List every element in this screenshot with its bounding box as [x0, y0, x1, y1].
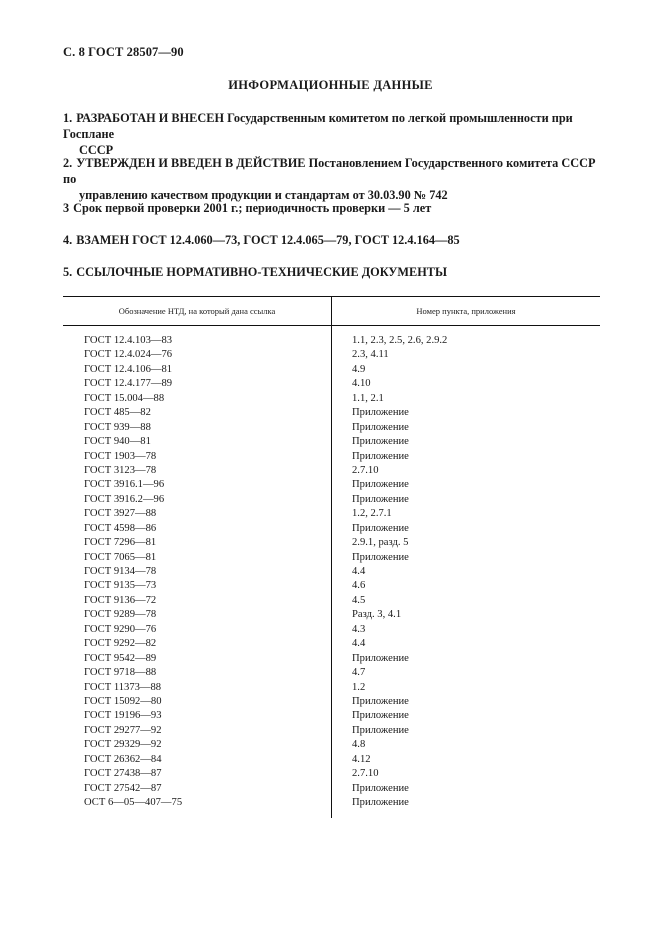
info-item-developed [63, 110, 603, 158]
item-number: 1. [63, 111, 73, 125]
table-row [63, 709, 600, 723]
table-row [63, 623, 600, 637]
document-designation: ГОСТ 15.004—88 [84, 392, 165, 404]
document-designation: ГОСТ 12.4.103—83 [84, 335, 173, 346]
document-designation: ГОСТ 940—81 [84, 436, 151, 448]
table-row [63, 507, 600, 521]
table-header-document: Обозначение НТД, на который дана ссылка [118, 306, 276, 316]
document-designation: ГОСТ 9134—78 [84, 566, 157, 577]
clause-number: 4.4 [352, 566, 366, 577]
document-designation: ГОСТ 3927—88 [84, 508, 157, 520]
clause-number: Приложение [352, 493, 409, 505]
clause-number: Приложение [352, 522, 409, 534]
table-row [63, 522, 600, 536]
clause-number: 1.2, 2.7.1 [352, 508, 392, 520]
document-designation: ГОСТ 26362—84 [84, 753, 162, 765]
document-designation: ГОСТ 29329—92 [84, 739, 162, 751]
document-designation: ГОСТ 9290—76 [84, 623, 157, 635]
document-designation: ГОСТ 12.4.177—89 [84, 378, 173, 390]
document-designation: ГОСТ 7296—81 [84, 537, 157, 549]
clause-number: 2.3, 4.11 [352, 349, 389, 361]
table-row [63, 348, 600, 362]
table-row [63, 652, 600, 666]
table-row [63, 464, 600, 478]
clause-number: Приложение [352, 450, 409, 462]
table-row [63, 363, 600, 377]
table-row [63, 796, 600, 810]
clause-number: 1.1, 2.3, 2.5, 2.6, 2.9.2 [352, 335, 448, 346]
table-row [63, 435, 600, 449]
document-designation: ГОСТ 12.4.106—81 [84, 363, 173, 375]
clause-number: 4.10 [352, 378, 371, 390]
clause-number: 4.9 [352, 363, 366, 375]
table-row [63, 594, 600, 608]
table-row [63, 767, 600, 781]
info-item-replaces [63, 232, 603, 248]
clause-number: 1.2 [352, 681, 366, 693]
document-designation: ГОСТ 4598—86 [84, 522, 157, 534]
table-body [63, 334, 600, 810]
section-title: ИНФОРМАЦИОННЫЕ ДАННЫЕ [228, 78, 433, 92]
table-row [63, 565, 600, 579]
document-designation: ОСТ 6—05—407—75 [84, 797, 183, 808]
clause-number: Приложение [352, 551, 409, 563]
document-designation: ГОСТ 939—88 [84, 421, 151, 433]
document-designation: ГОСТ 1903—78 [84, 450, 157, 462]
info-item-approved [63, 155, 603, 203]
clause-number: 4.4 [352, 638, 366, 650]
table-row [63, 666, 600, 680]
clause-number: 1.1, 2.1 [352, 392, 384, 404]
table-row [63, 724, 600, 738]
clause-number: 4.3 [352, 623, 366, 635]
document-designation: ГОСТ 7065—81 [84, 551, 157, 563]
clause-number: 4.12 [352, 753, 371, 765]
table-row [63, 421, 600, 435]
item-text-line: РАЗРАБОТАН И ВНЕСЕН Государственным комитетом по легкой промышленности при Госплане [63, 111, 573, 141]
document-designation: ГОСТ 9542—89 [84, 652, 157, 664]
item-text-line: ВЗАМЕН ГОСТ 12.4.060—73, ГОСТ 12.4.065—79, ГОСТ 12.4.164—85 [76, 233, 460, 247]
clause-number: 2.7.10 [352, 464, 379, 476]
table-row [63, 334, 600, 348]
document-designation: ГОСТ 27542—87 [84, 782, 162, 794]
table-row [63, 782, 600, 796]
table-row [63, 579, 600, 593]
clause-number: Приложение [352, 421, 409, 433]
document-designation: ГОСТ 29277—92 [84, 724, 162, 736]
table-row [63, 681, 600, 695]
clause-number: Приложение [352, 710, 409, 722]
table-row [63, 637, 600, 651]
table-row [63, 536, 600, 550]
clause-number: Приложение [352, 782, 409, 794]
table-row [63, 753, 600, 767]
info-item-review-period [63, 200, 603, 216]
item-text-line: СССР [79, 143, 114, 157]
info-item-references [63, 264, 603, 280]
reference-table [63, 296, 600, 818]
document-designation: ГОСТ 27438—87 [84, 768, 162, 780]
document-designation: ГОСТ 485—82 [84, 407, 151, 419]
item-number: 4. [63, 233, 73, 247]
clause-number: Разд. 3, 4.1 [352, 609, 402, 621]
clause-number: 4.8 [352, 739, 366, 751]
table-header-clause: Номер пункта, приложения [416, 306, 516, 316]
clause-number: Приложение [352, 695, 409, 707]
document-designation: ГОСТ 9136—72 [84, 594, 157, 606]
clause-number: Приложение [352, 797, 409, 808]
item-text-line: управлению качеством продукции и стандартам от 30.03.90 № 742 [79, 188, 448, 202]
document-designation: ГОСТ 11373—88 [84, 681, 162, 693]
table-row [63, 392, 600, 406]
table-row [63, 695, 600, 709]
table-row [63, 738, 600, 752]
clause-number: 4.5 [352, 594, 366, 606]
document-designation: ГОСТ 12.4.024—76 [84, 349, 173, 361]
document-designation: ГОСТ 9135—73 [84, 580, 157, 592]
clause-number: Приложение [352, 479, 409, 491]
table-row [63, 478, 600, 492]
clause-number: 2.7.10 [352, 768, 379, 780]
clause-number: Приложение [352, 652, 409, 664]
clause-number: Приложение [352, 436, 409, 448]
document-designation: ГОСТ 3916.2—96 [84, 493, 165, 505]
clause-number: Приложение [352, 724, 409, 736]
item-number: 3 [63, 201, 70, 215]
table-row [63, 608, 600, 622]
document-designation: ГОСТ 19196—93 [84, 710, 162, 722]
clause-number: 4.7 [352, 667, 366, 679]
document-designation: ГОСТ 9292—82 [84, 638, 157, 650]
item-number: 2. [63, 156, 73, 170]
clause-number: Приложение [352, 407, 409, 419]
clause-number: 2.9.1, разд. 5 [352, 537, 409, 549]
item-text-line: УТВЕРЖДЕН И ВВЕДЕН В ДЕЙСТВИЕ Постановлением Государственного комитета СССР по [63, 156, 596, 186]
table-row [63, 493, 600, 507]
item-text-line: Срок первой проверки 2001 г.; периодичность проверки — 5 лет [73, 201, 432, 215]
document-designation: ГОСТ 9289—78 [84, 609, 157, 621]
table-row [63, 406, 600, 420]
table-row [63, 377, 600, 391]
table-row [63, 450, 600, 464]
document-designation: ГОСТ 9718—88 [84, 667, 157, 679]
document-designation: ГОСТ 3123—78 [84, 464, 157, 476]
clause-number: 4.6 [352, 580, 366, 592]
item-number: 5. [63, 265, 73, 279]
item-text-line: ССЫЛОЧНЫЕ НОРМАТИВНО-ТЕХНИЧЕСКИЕ ДОКУМЕНТЫ [76, 265, 448, 279]
document-designation: ГОСТ 15092—80 [84, 695, 162, 707]
document-designation: ГОСТ 3916.1—96 [84, 479, 165, 491]
table-row [63, 551, 600, 565]
page-header: С. 8 ГОСТ 28507—90 [63, 45, 184, 59]
